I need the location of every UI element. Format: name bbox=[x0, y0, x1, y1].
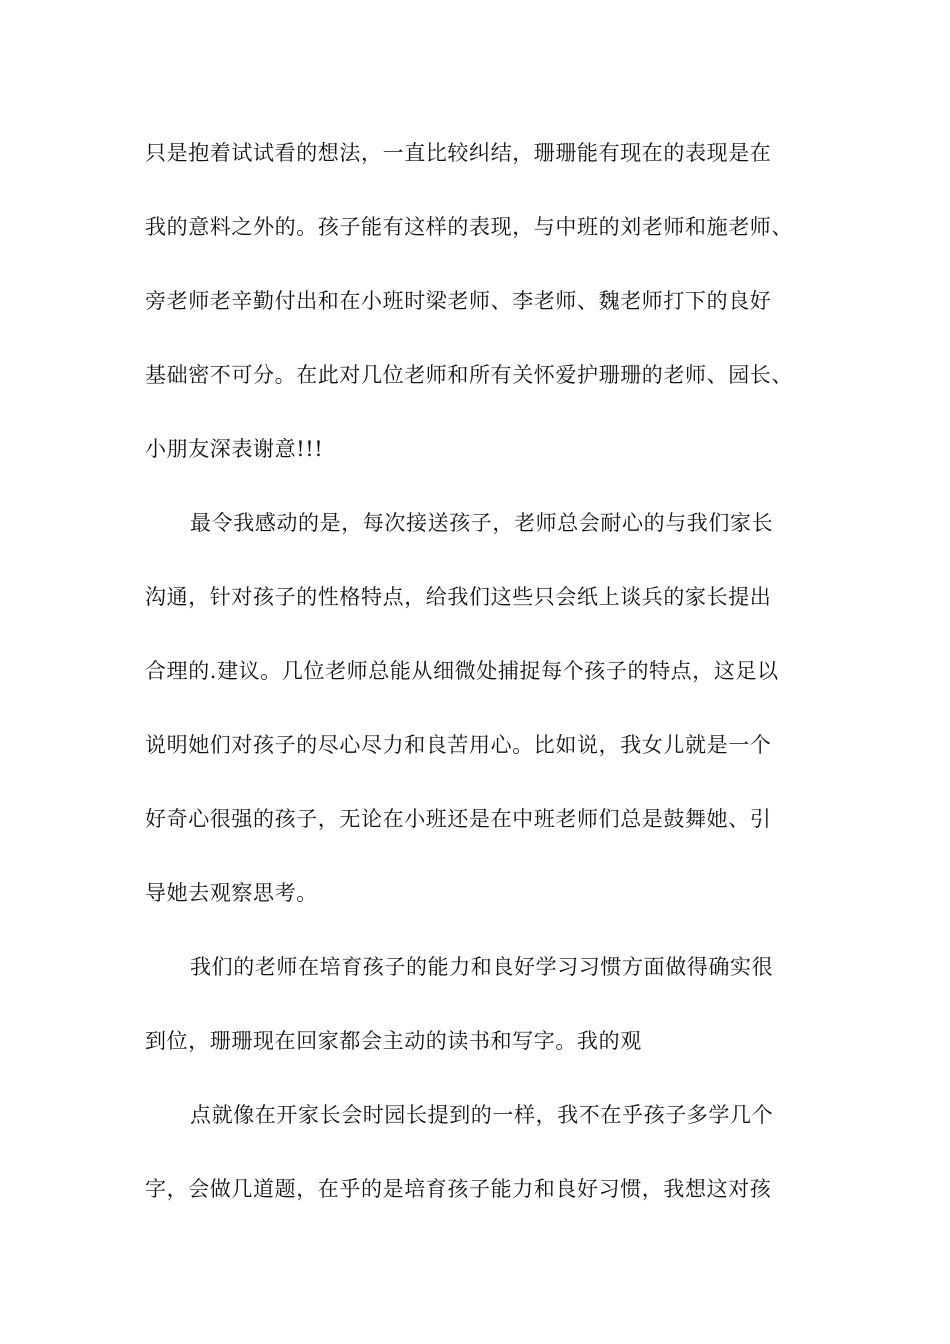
paragraph-2-first-line: 最令我感动的是，每次接送孩子，老师总会耐心的与我们家长 bbox=[190, 511, 774, 535]
text-line-4: 基础密不可分。在此对几位老师和所有关怀爱护珊珊的老师、园长、 bbox=[145, 363, 793, 387]
text-line-15: 字，会做几道题，在乎的是培育孩子能力和良好习惯，我想这对孩 bbox=[145, 1177, 772, 1201]
text-line-3: 旁老师老辛勤付出和在小班时梁老师、李老师、魏老师打下的良好 bbox=[145, 289, 772, 313]
text-line-10: 好奇心很强的孩子，无论在小班还是在中班老师们总是鼓舞她、引 bbox=[145, 807, 772, 831]
text-line-8: 合理的.建议。几位老师总能从细微处捕捉每个孩子的特点，这足以 bbox=[145, 659, 779, 683]
text-line-9: 说明她们对孩子的尽心尽力和良苦用心。比如说，我女儿就是一个 bbox=[145, 733, 772, 757]
text-line-1: 只是抱着试试看的想法，一直比较纠结，珊珊能有现在的表现是在 bbox=[145, 141, 772, 165]
text-line-2: 我的意料之外的。孩子能有这样的表现，与中班的刘老师和施老师、 bbox=[145, 215, 793, 239]
paragraph-4-first-line: 点就像在开家长会时园长提到的一样，我不在乎孩子多学几个 bbox=[190, 1103, 774, 1127]
paragraph-3-first-line: 我们的老师在培育孩子的能力和良好学习习惯方面做得确实很 bbox=[190, 955, 774, 979]
text-line-11: 导她去观察思考。 bbox=[145, 881, 318, 905]
text-line-5: 小朋友深表谢意!!! bbox=[145, 437, 324, 461]
text-line-7: 沟通，针对孩子的性格特点，给我们这些只会纸上谈兵的家长提出 bbox=[145, 585, 772, 609]
text-line-13: 到位，珊珊现在回家都会主动的读书和写字。我的观 bbox=[145, 1029, 642, 1053]
